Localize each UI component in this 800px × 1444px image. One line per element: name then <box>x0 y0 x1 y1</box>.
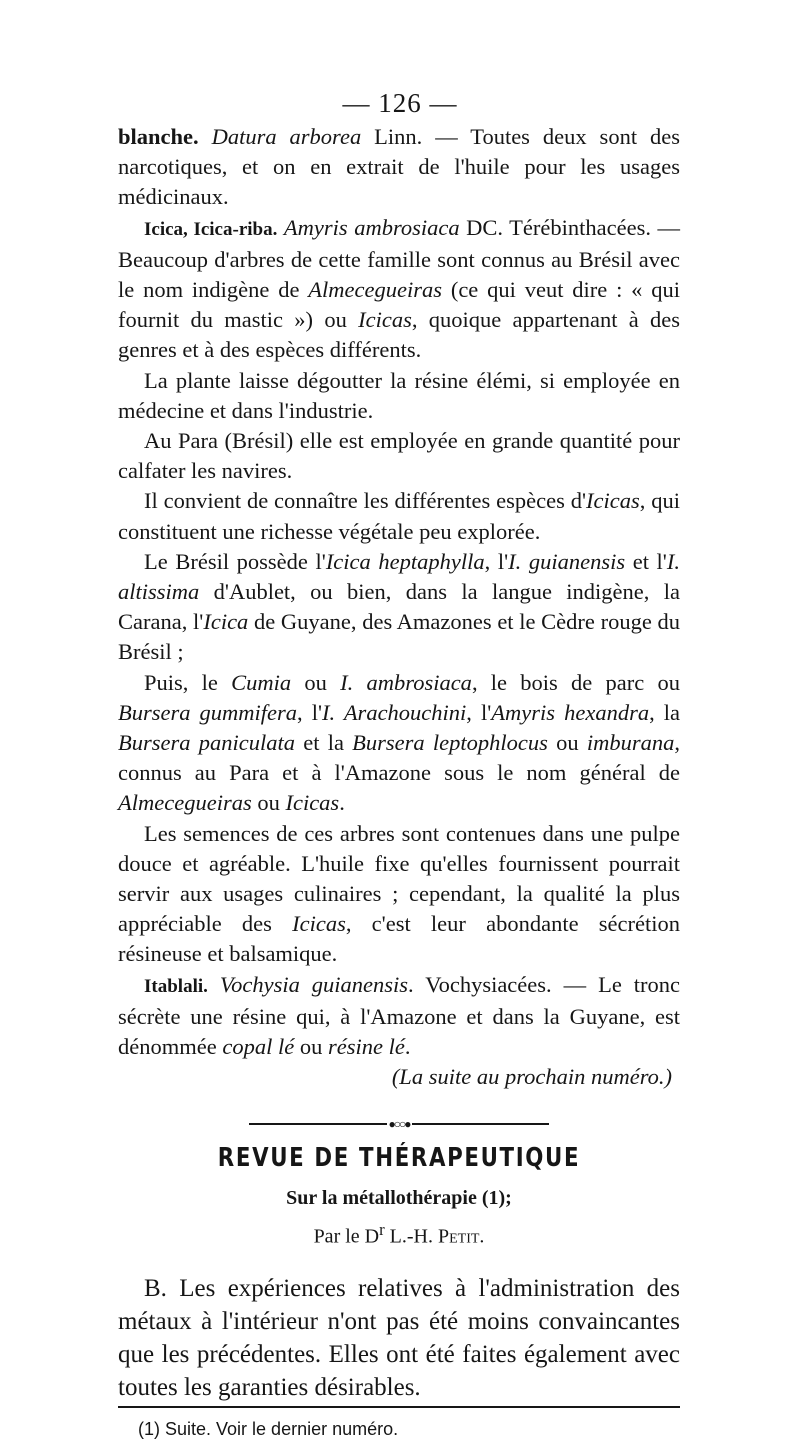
italic-term: résine lé <box>327 1034 405 1060</box>
paragraph-para: Au Para (Brésil) elle est employée en grande quantité pour calfater les navires. <box>118 428 680 484</box>
text-run: Il convient de connaître les différentes espèces d' <box>144 488 586 514</box>
text-run: , l' <box>466 699 492 725</box>
author-name: L.-H. Petit. <box>384 1225 485 1248</box>
paragraph-puis <box>118 668 680 819</box>
italic-term: I. guianensis <box>508 548 626 574</box>
italic-term: Icicas <box>292 911 346 937</box>
lead-word: blanche. <box>118 124 199 149</box>
text-run: , qui constituent une richesse végétale peu explorée. <box>118 488 680 544</box>
text-run: ou <box>291 669 341 695</box>
text-run: . <box>339 790 345 816</box>
byline-sup: r <box>379 1219 385 1239</box>
text-run: ou <box>547 730 587 756</box>
paragraph-icica <box>118 213 680 366</box>
italic-term: Almecegueiras <box>308 277 442 303</box>
text-run: et l' <box>625 548 667 574</box>
italic-term: Icica <box>203 609 249 635</box>
italic-term: Almecegueiras <box>118 790 252 816</box>
italic-term: imburana <box>586 730 675 756</box>
text-run: Linn. — Toutes deux sont des narcotiques, et on en extrait de l'huile pour les usages médicinaux. <box>118 124 681 210</box>
text-run: . Vochysiacées. — Le tronc sécrète une résine qui, à l'Amazone et dans la Guyane, est dénommée <box>118 971 681 1060</box>
byline <box>118 1215 680 1252</box>
italic-term: Vochysia guianensis <box>219 971 409 997</box>
divider-ornament-icon: ●○○● <box>388 1116 410 1131</box>
divider-line <box>412 1123 550 1125</box>
text-run: , l' <box>484 548 509 574</box>
text-run: (ce qui veut dire : « qui fournit du mastic ») ou <box>118 277 680 333</box>
text-run: ou <box>294 1034 328 1060</box>
text-run: , l' <box>297 699 323 725</box>
paragraph-itablali <box>118 970 680 1063</box>
italic-term: copal lé <box>222 1034 295 1060</box>
italic-term: Bursera leptophlocus <box>352 730 548 756</box>
italic-term: Bursera gummifera <box>118 699 298 725</box>
footnote-rule <box>118 1406 680 1408</box>
italic-term: I. ambrosiaca <box>340 669 472 695</box>
text-run: de Guyane, des Amazones et le Cèdre rouge du Brésil ; <box>118 609 681 665</box>
continued-text: (La suite au prochain numéro.) <box>391 1064 672 1090</box>
text-run: ou <box>251 790 286 816</box>
text-run <box>199 124 212 149</box>
entry-term: Icica, Icica-riba. <box>144 218 278 240</box>
text-run: d'Aublet, ou bien, dans la langue indigène, la Carana, l' <box>118 579 680 635</box>
paragraph-convient <box>118 486 680 546</box>
page-number: — 126 — <box>342 88 458 118</box>
italic-term: Amyris hexandra <box>491 699 650 725</box>
italic-term: Datura arborea <box>211 124 362 149</box>
section-title: REVUE DE THÉRAPEUTIQUE <box>217 1142 581 1173</box>
entry-term: Itablali. <box>144 975 208 997</box>
text-run: Le Brésil possède l' <box>144 548 326 574</box>
italic-term: Icica heptaphylla <box>325 548 485 574</box>
article-title: Sur la métallothérapie (1); <box>286 1186 512 1209</box>
italic-term: I. altissima <box>118 548 680 605</box>
article-body: B. Les expériences relatives à l'administration des métaux à l'intérieur n'ont pas été moins convaincantes que les précédentes. Elles ont été faites également avec toutes les garanties désirables. <box>118 1274 680 1401</box>
footnote: (1) Suite. Voir le dernier numéro. <box>138 1418 399 1439</box>
divider-line <box>249 1123 387 1125</box>
text-run: Puis, le <box>144 669 232 695</box>
text-run: . <box>404 1034 411 1060</box>
ornamental-divider <box>249 1116 549 1131</box>
italic-term: Cumia <box>231 669 292 695</box>
italic-term: Amyris ambrosiaca <box>283 214 460 240</box>
italic-term: Icicas <box>358 307 412 333</box>
text-run: , c'est leur abondante sécrétion résineuse et balsamique. <box>118 911 681 967</box>
text-run: Les semences de ces arbres sont contenues dans une pulpe douce et agréable. L'huile fixe qu'elles fournissent pourrait servir aux usages culinaires ; cependant, la qualité la plus appréciable des <box>118 820 680 937</box>
text-run: , connus au Para et à l'Amazone sous le nom général de <box>118 730 680 786</box>
text-body <box>118 122 680 1444</box>
paragraph-blanche <box>118 122 680 213</box>
italic-term: Icicas <box>586 488 640 514</box>
text-run: , quoique appartenant à des genres et à des espèces différents. <box>118 307 680 363</box>
paragraph-bresil <box>118 547 680 668</box>
text-run: , la <box>649 699 680 725</box>
italic-term: Bursera paniculata <box>118 730 295 756</box>
text-run: DC. Térébinthacées. — Beaucoup d'arbres de cette famille sont connus au Brésil avec le nom indigène de <box>118 214 680 303</box>
paragraph-resin: La plante laisse dégoutter la résine élémi, si employée en médecine et dans l'industrie. <box>118 367 680 423</box>
italic-term: Icicas <box>285 790 340 816</box>
byline-prefix: Par le D <box>313 1225 380 1248</box>
continued-note <box>118 1062 680 1092</box>
italic-term: I. Arachouchini <box>322 699 467 725</box>
text-run: , le bois de parc ou <box>471 669 680 695</box>
paragraph-semences <box>118 819 680 970</box>
text-run: et la <box>294 730 353 756</box>
